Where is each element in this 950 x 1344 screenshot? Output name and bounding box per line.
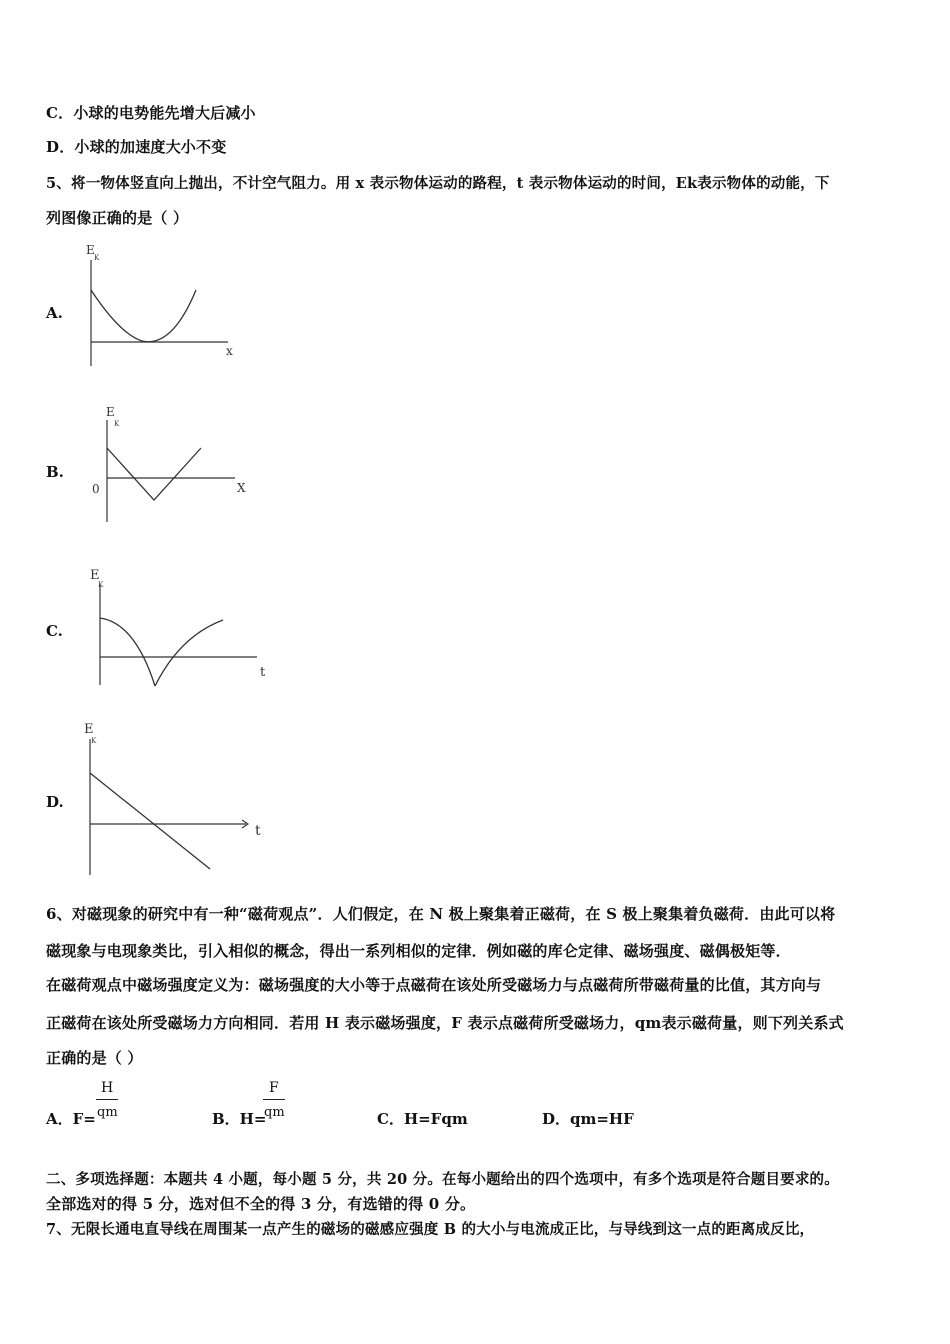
- q5-graph-a-y-sub: K: [94, 254, 100, 262]
- q6-option-b-denominator: qm: [264, 1105, 285, 1120]
- q6-line5: 正确的是（ ）: [46, 1049, 143, 1067]
- q5-graph-c-y-sub: K: [98, 581, 104, 589]
- q5-graph-b-origin: 0: [92, 482, 100, 496]
- q5-graph-d-y-label: E: [84, 722, 94, 737]
- q6-option-b-numerator: F: [269, 1080, 279, 1096]
- q4-option-d: D．小球的加速度大小不变: [46, 138, 227, 156]
- q6-option-a-numerator: H: [101, 1080, 114, 1096]
- q7-line1: 7、无限长通电直导线在周围某一点产生的磁场的磁感应强度 B 的大小与电流成正比，与导线到这一点的距离成反比，: [46, 1221, 815, 1238]
- q6-option-b-fraction-bar: [263, 1099, 285, 1100]
- q5-graph-d-x-label: t: [255, 823, 261, 839]
- q5-graph-b-y-label: E: [106, 405, 115, 419]
- q5-graph-a-label: A.: [46, 304, 63, 322]
- q5-graph-d-y-sub: K: [91, 737, 97, 745]
- q5-graph-c-label: C.: [46, 622, 63, 640]
- q5-graph-c-x-label: t: [260, 665, 266, 680]
- q5-graph-b-label: B.: [46, 463, 64, 481]
- q6-option-b-prefix: B．H=: [212, 1110, 267, 1128]
- q6-line4: 正磁荷在该处所受磁场力方向相同．若用 H 表示磁场强度，F 表示点磁荷所受磁场力，qm表示磁荷量，则下列关系式: [46, 1014, 844, 1032]
- q5-graph-c: [85, 563, 275, 693]
- q6-option-a-fraction-bar: [96, 1099, 118, 1100]
- q5-stem-line2: 列图像正确的是（ ）: [46, 209, 189, 227]
- section2-line2: 全部选对的得 5 分，选对但不全的得 3 分，有选错的得 0 分。: [46, 1195, 476, 1213]
- q6-option-a-denominator: qm: [97, 1105, 118, 1120]
- q6-option-a-prefix: A．F=: [46, 1110, 96, 1128]
- q5-stem-line1: 5、将一物体竖直向上抛出，不计空气阻力。用 x 表示物体运动的路程，t 表示物体运动的时间，Ek表示物体的动能，下: [46, 175, 830, 192]
- q5-graph-d: [80, 713, 280, 878]
- section2-line1: 二、多项选择题：本题共 4 小题，每小题 5 分，共 20 分。在每小题给出的四个选项中，有多个选项是符合题目要求的。: [46, 1171, 839, 1188]
- q4-option-c: C．小球的电势能先增大后减小: [46, 104, 256, 122]
- q5-graph-b-y-sub: K: [114, 420, 120, 428]
- q6-line2: 磁现象与电现象类比，引入相似的概念，得出一系列相似的定律．例如磁的库仑定律、磁场强度、磁偶极矩等．: [46, 942, 791, 960]
- q5-graph-a: [80, 238, 250, 368]
- q5-graph-a-y-label: E: [86, 243, 95, 257]
- q5-graph-b: [85, 400, 255, 525]
- q5-graph-b-x-label: X: [237, 481, 246, 495]
- q5-graph-a-x-label: x: [226, 344, 233, 358]
- q5-graph-d-label: D.: [46, 793, 64, 811]
- q5-graph-c-y-label: E: [90, 568, 100, 583]
- q6-option-c: C．H=Fqm: [377, 1110, 468, 1128]
- q6-line1: 6、对磁现象的研究中有一种“磁荷观点”．人们假定，在 N 极上聚集着正磁荷，在 S 极上聚集着负磁荷．由此可以将: [46, 905, 836, 923]
- q6-line3: 在磁荷观点中磁场强度定义为：磁场强度的大小等于点磁荷在该处所受磁场力与点磁荷所带磁荷量的比值，其方向与: [46, 976, 822, 994]
- q6-option-d: D．qm=HF: [542, 1110, 634, 1128]
